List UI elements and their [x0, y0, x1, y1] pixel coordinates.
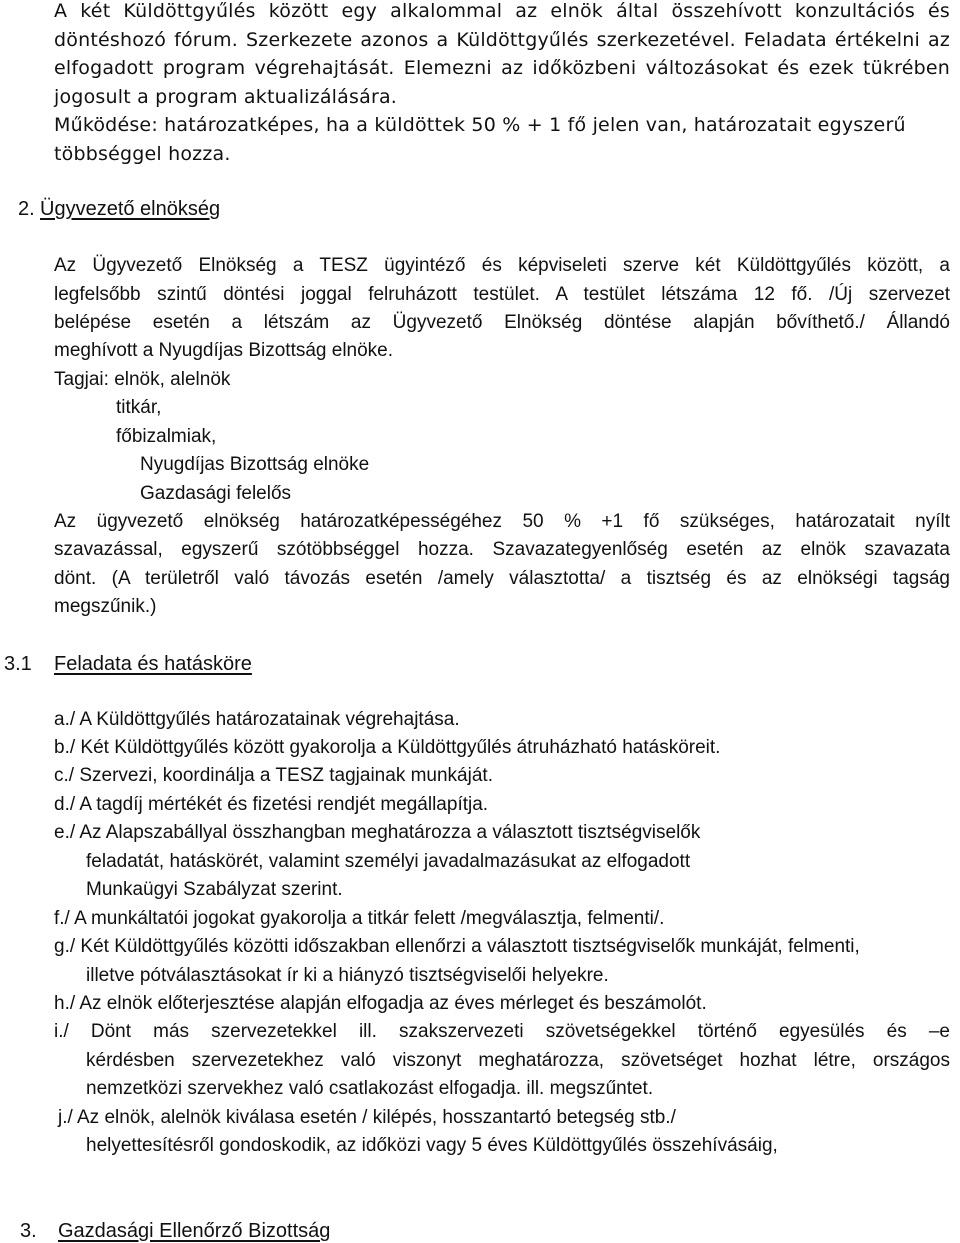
- section-2-para2-line-4: megszűnik.): [54, 596, 157, 617]
- section-2-para1-line-2: legfelsőbb szintű döntési joggal felruházott testület. A testület létszáma 12 fő. /Új szervezet: [54, 284, 950, 305]
- item-c: c./ Szervezi, koordinálja a TESZ tagjainak munkáját.: [54, 765, 493, 786]
- item-i-line-2: kérdésben szervezetekhez való viszonyt meghatározza, szövetséget hozhat létre, országos: [86, 1050, 950, 1071]
- section-3-1-title: Feladata és hatásköre: [54, 653, 252, 675]
- item-a: a./ A Küldöttgyűlés határozatainak végrehajtása.: [54, 709, 460, 730]
- item-h: h./ Az elnök előterjesztése alapján elfogadja az éves mérleget és beszámolót.: [54, 993, 707, 1014]
- item-b: b./ Két Küldöttgyűlés között gyakorolja a Küldöttgyűlés átruházható hatásköreit.: [54, 737, 721, 758]
- item-j-line-1: j./ Az elnök, alelnök kiválasa esetén / kilépés, hosszantartó betegség stb./: [58, 1107, 676, 1128]
- item-d: d./ A tagdíj mértékét és fizetési rendjét megállapítja.: [54, 794, 489, 815]
- section-3-1-number: 3.1: [4, 653, 32, 675]
- item-g-line-1: g./ Két Küldöttgyűlés közötti időszakban ellenőrzi a választott tisztségviselők munkáját, felmenti,: [54, 936, 860, 957]
- section-2-para2-line-3: dönt. (A területről való távozás esetén /amely választotta/ a tisztség és az elnökségi tagság: [54, 568, 950, 589]
- item-e-line-1: e./ Az Alapszabállyal összhangban meghatározza a választott tisztségviselők: [54, 822, 701, 843]
- section-2-number: 2.: [18, 198, 35, 220]
- intro-line-1: A két Küldöttgyűlés között egy alkalommal az elnök által összehívott konzultációs és: [54, 0, 950, 22]
- members-line-5: Gazdasági felelős: [140, 483, 292, 504]
- intro-line-2: döntéshozó fórum. Szerkezete azonos a Küldöttgyűlés szerkezetével. Feladata értékelni az: [54, 29, 950, 51]
- members-line-1: Tagjai: elnök, alelnök: [54, 369, 231, 390]
- item-e-line-2: feladatát, hatáskörét, valamint személyi javadalmazásukat az elfogadott: [86, 851, 691, 872]
- section-2-para2-line-2: szavazással, egyszerű szótöbbséggel hozza. Szavazategyenlőség esetén az elnök szavazata: [54, 539, 950, 560]
- item-j-line-2: helyettesítésről gondoskodik, az időközi vagy 5 éves Küldöttgyűlés összehívásáig,: [86, 1135, 778, 1156]
- item-g-line-2: illetve pótválasztásokat ír ki a hiányzó tisztségviselői helyekre.: [86, 965, 609, 986]
- section-2-para1-line-3: belépése esetén a létszám az Ügyvezető Elnökség döntése alapján bővíthető./ Állandó: [54, 312, 950, 333]
- section-2-para2-line-1: Az ügyvezető elnökség határozatképességéhez 50 % +1 fő szükséges, határozatait nyílt: [54, 511, 950, 532]
- section-3-title: Gazdasági Ellenőrző Bizottság: [58, 1220, 331, 1242]
- members-line-4: Nyugdíjas Bizottság elnöke: [140, 454, 370, 475]
- item-e-line-3: Munkaügyi Szabályzat szerint.: [86, 879, 343, 900]
- item-i-line-3: nemzetközi szervekhez való csatlakozást elfogadja. ill. megszűntet.: [86, 1078, 654, 1099]
- section-3-number: 3.: [20, 1220, 37, 1242]
- intro-line-4: jogosult a program aktualizálására.: [54, 86, 398, 108]
- item-f: f./ A munkáltatói jogokat gyakorolja a titkár felett /megválasztja, felmenti/.: [54, 908, 665, 929]
- intro-line-5: Működése: határozatképes, ha a küldöttek 50 % + 1 fő jelen van, határozatait egyszerű: [54, 114, 906, 136]
- members-line-3: főbizalmiak,: [116, 426, 217, 447]
- section-2-para1-line-1: Az Ügyvezető Elnökség a TESZ ügyintéző és képviseleti szerve két Küldöttgyűlés között, a: [54, 255, 950, 276]
- item-i-line-1: i./ Dönt más szervezetekkel ill. szakszervezeti szövetségekkel történő egyesülés és –e: [54, 1021, 950, 1042]
- section-2-para1-line-4: meghívott a Nyugdíjas Bizottság elnöke.: [54, 340, 394, 361]
- intro-line-6: többséggel hozza.: [54, 143, 231, 165]
- intro-line-3: elfogadott program végrehajtását. Elemezni az időközbeni változásokat és ezek tükrében: [54, 57, 950, 79]
- section-2-title: Ügyvezető elnökség: [40, 198, 221, 220]
- members-line-2: titkár,: [116, 397, 162, 418]
